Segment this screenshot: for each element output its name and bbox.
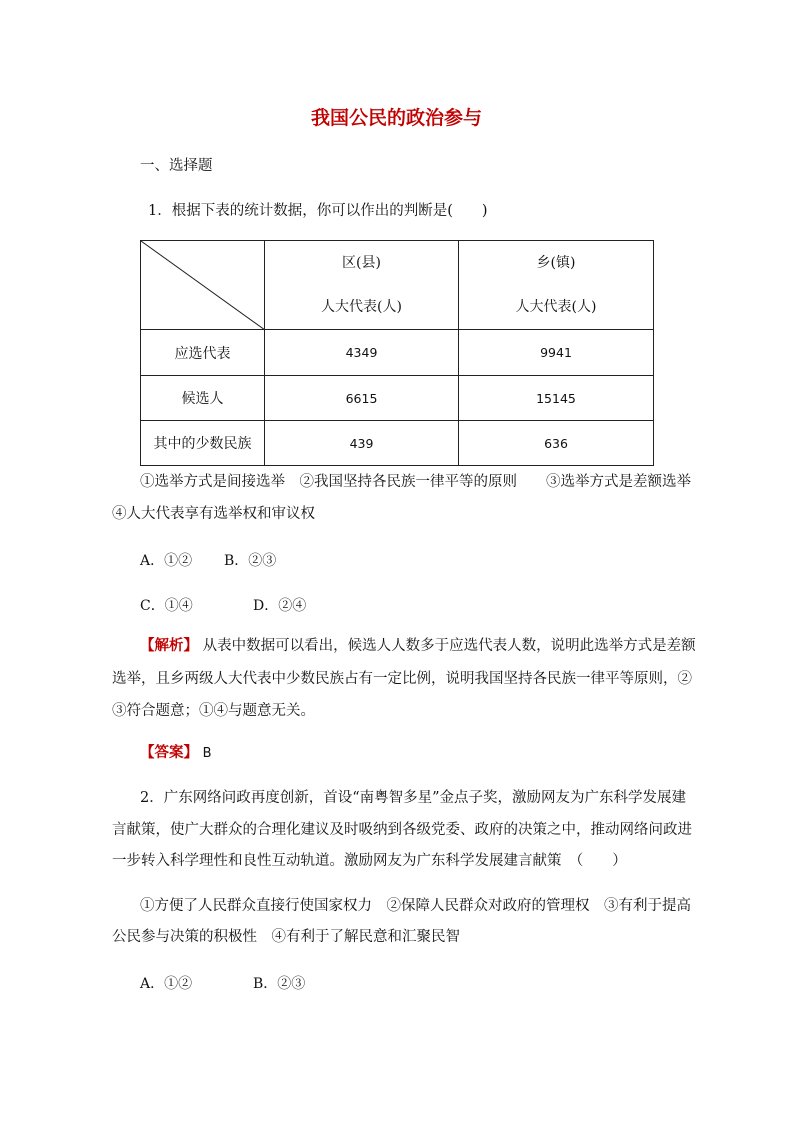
table-row [141, 330, 654, 376]
question-1-statements: ①选举方式是间接选举 ②我国坚持各民族一律平等的原则 ③选举方式是差额选举 [140, 474, 691, 490]
question-2-statements: ①方便了人民群众直接行使国家权力 ②保障人民群众对政府的管理权 ③有利于提高 [140, 898, 691, 914]
header-line-2: 人大代表(人) [515, 299, 597, 315]
table-header-county [265, 241, 459, 330]
page-title: 我国公民的政治参与 [310, 107, 482, 129]
question-2-stem-line: 言献策，使广大群众的合理化建议及时吸纳到各级党委、政府的决策之中，推动网络问政进 [112, 822, 692, 838]
section-heading: 一、选择题 [140, 158, 213, 174]
option-d: D．②④ [253, 598, 307, 614]
analysis-paragraph-line [140, 636, 696, 656]
option-b: B．②③ [253, 976, 306, 992]
answer-line [140, 743, 212, 764]
table-cell: 6615 [265, 376, 459, 421]
option-c: C．①④ [140, 598, 193, 614]
question-2-stem-line: 一步转入科学理性和良性互动轨道。激励网友为广东科学发展建言献策 （ ） [112, 853, 627, 869]
question-2-stem-line: 2．广东网络问政再度创新，首设“南粤智多星”金点子奖，激励网友为广东科学发展建 [140, 790, 687, 806]
analysis-text: 从表中数据可以看出，候选人人数多于应选代表人数，说明此选举方式是差额 [202, 638, 696, 654]
option-a: A．①② [140, 976, 193, 992]
header-line-1: 区(县) [342, 255, 381, 271]
question-2-statements-cont: 公民参与决策的积极性 ④有利于了解民意和汇聚民智 [112, 929, 460, 945]
question-1-stem: 1．根据下表的统计数据，你可以作出的判断是( ) [148, 203, 488, 219]
row-label: 候选人 [141, 376, 265, 421]
table-cell: 636 [459, 421, 654, 466]
answer-value: B [202, 746, 212, 761]
table-row [141, 421, 654, 466]
option-a: A．①② [140, 553, 193, 569]
table-corner-cell [141, 241, 265, 330]
row-label: 应选代表 [141, 330, 265, 376]
table-cell: 4349 [265, 330, 459, 376]
table-cell: 9941 [459, 330, 654, 376]
table-cell: 15145 [459, 376, 654, 421]
analysis-paragraph-line: ③符合题意；①④与题意无关。 [112, 703, 315, 719]
table-header-township [459, 241, 654, 330]
analysis-tag: 【解析】 [140, 637, 198, 654]
analysis-paragraph-line: 选举，且乡两级人大代表中少数民族占有一定比例，说明我国坚持各民族一律平等原则，② [112, 671, 692, 687]
header-line-1: 乡(镇) [536, 255, 576, 271]
header-line-2: 人大代表(人) [321, 299, 402, 315]
table-cell: 439 [265, 421, 459, 466]
statistics-table [140, 240, 654, 466]
option-b: B．②③ [224, 553, 277, 569]
row-label: 其中的少数民族 [141, 421, 265, 466]
answer-tag: 【答案】 [140, 744, 198, 761]
question-1-statements-cont: ④人大代表享有选举权和审议权 [112, 506, 315, 522]
table-row [141, 376, 654, 421]
diagonal-line [141, 241, 265, 330]
